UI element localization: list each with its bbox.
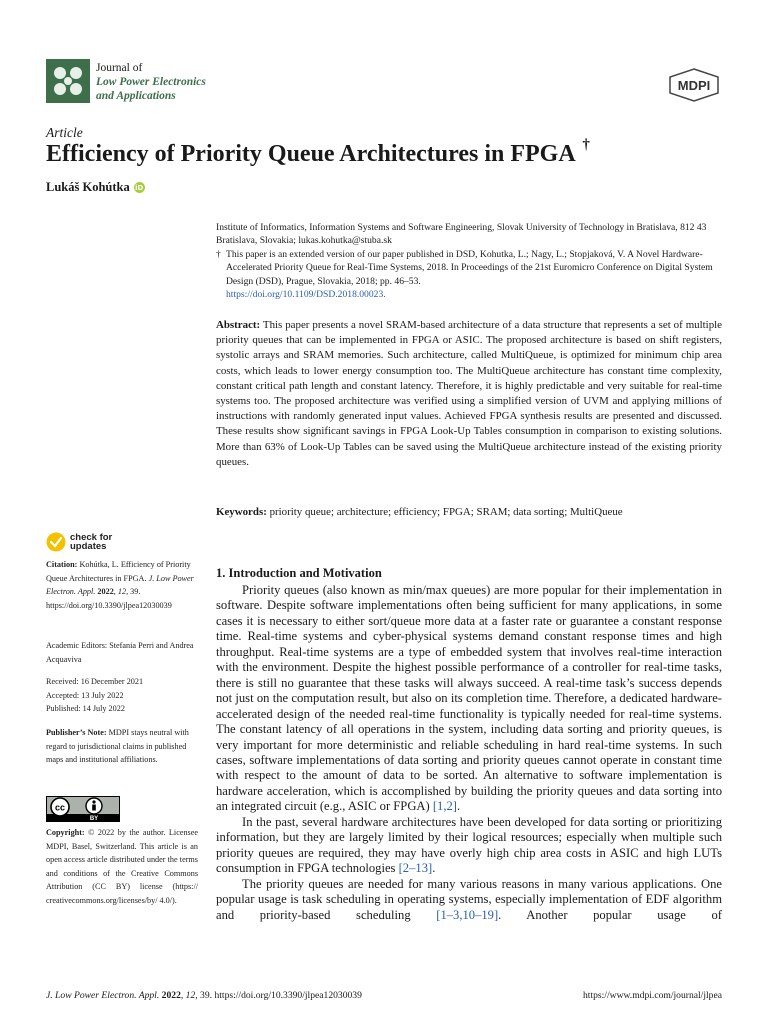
affiliation-block [216, 221, 722, 301]
published-date: Published: 14 July 2022 [46, 704, 125, 714]
keywords-text: priority queue; architecture; efficiency; FPGA; SRAM; data sorting; MultiQueue [269, 506, 623, 518]
journal-name [96, 61, 206, 103]
citation-ref-3[interactable]: [1–3,10–19] [436, 907, 499, 922]
mdpi-logo-text: MDPI [677, 78, 711, 93]
footnote-doi-link[interactable]: https://doi.org/10.1109/DSD.2018.00023. [226, 289, 386, 301]
check-for-updates-label [70, 533, 112, 552]
abstract [216, 318, 722, 470]
page-footer [46, 990, 722, 1001]
section-heading: 1. Introduction and Motivation [216, 566, 382, 580]
footnote-mark: † [216, 248, 221, 260]
copyright [46, 826, 198, 908]
author-name[interactable]: Lukáš Kohútka [46, 180, 130, 194]
paragraph-2-text: In the past, several hardware architectures have been developed for data sorting or prioritizing information, but they are largely limited by their logical resources; especially when multiple such priority queues are required, they may have overly high chip area costs in ASIC and high LUTs consumption in FPGA technologies [216, 814, 722, 876]
paragraph-2: In the past, several hardware architectures have been developed for data sorting or prioritizing information, but they are largely limited by their logical resources; especially when multiple such priority queues are required, they may have overly high chip area costs in ASIC and high LUTs consumption in FPGA technologies [2–13]. [216, 814, 722, 876]
cc-by-icon [46, 796, 120, 822]
citation-ref-2[interactable]: [2–13] [398, 861, 433, 876]
citation-doi[interactable]: , 39. https://doi.org/10.3390/jlpea12030039 [46, 587, 172, 610]
citation-volume: 12 [117, 587, 127, 597]
keywords [216, 505, 722, 520]
paragraph-3 [216, 877, 722, 923]
dates [46, 675, 198, 716]
abstract-label: Abstract: [216, 319, 261, 331]
journal-name-line3: and Applications [96, 90, 176, 102]
check-for-updates-icon [46, 532, 66, 552]
citation-ref-1[interactable]: [1,2] [432, 799, 457, 814]
title-footnote [216, 248, 722, 302]
affiliation: Institute of Informatics, Information Systems and Software Engineering, Slovak University of Technology in Bratislava, 812 43 Bratislava, Slovakia; lukas.kohutka@stuba.sk [216, 222, 707, 247]
publisher-note [46, 726, 198, 767]
title-footnote-mark[interactable]: † [582, 137, 590, 153]
abstract-text: This paper presents a novel SRAM-based architecture of a data structure that represents a set of multiple priority queues that can be implemented in FPGA or ASIC. The proposed architecture is based on shift registers, systolic arrays and SRAM memories. Such architecture, called MultiQueue, is optimized for minimum chip area costs, which leads to lower energy consumption too. The MultiQueue architecture has constant time complexity, constant critical path length and constant latency. Therefore, it is highly predictable and very suitable for real-time systems too. The proposed architecture was verified using a simplified version of UVM and applying millions of instructions with randomly generated input values. Achieved FPGA synthesis results are presented and discussed. These results show significant savings in FPGA Look-Up Tables consumption in comparison to existing solutions. More than 63% of Look-Up Tables can be saved using the MultiQueue architecture instead of the existing priority queues. [216, 319, 723, 468]
cc-by-license-badge[interactable] [46, 796, 120, 822]
copyright-text: © 2022 by the author. Licensee MDPI, Basel, Switzerland. This article is an open access article distributed under the terms and conditions of the Creative Commons Attribution (CC BY) license (https:// creativecommons.org/licenses/by/ 4.0/). [46, 828, 199, 905]
paragraph-1-text: Priority queues (also known as min/max queues) are more popular for their implementation in software. Despite software implementations often being sufficient for many applications, in some cases it is necessary to either sort/queue more data at a faster rate or guarantee a constant response time. Real-time systems and cyber-physical systems demand constant response times and high throughput. Real-time systems are a type of embedded system that involves real-time interaction with the environment. Despite the highest possible performance of a controller for real-time tasks, there is still no guarantee that these tasks will always succeed. A real-time task’s success depends not just on the computation result, but also on its completion time. Therefore, a dedicated hardware-accelerated design of the needed real-time functionality is typically needed for real-time systems. The constant latency of all operations in the system, including data sorting and priority queues, is very important for more deterministic and reliable scheduling in hard real-time systems. In such cases, software implementations of data sorting and priority queues cannot operate in constant time with respect to the amount of data to be sorted. An alternative to software implementation is hardware acceleration, which is accomplished by building the priority queues and data sorting into an integrated circuit (e.g., ASIC or FPGA) [216, 583, 722, 814]
orcid-icon[interactable]: iD [135, 183, 144, 192]
svg-text:cc: cc [54, 802, 66, 813]
footer-journal-url[interactable]: https://www.mdpi.com/journal/jlpea [582, 990, 722, 1001]
citation-label: Citation: [46, 560, 78, 569]
journal-name-line2: Low Power Electronics [96, 76, 206, 88]
received-date: Received: 16 December 2021 [46, 677, 144, 686]
footer-doi[interactable]: , 39. https://doi.org/10.3390/jlpea12030039 [195, 990, 362, 1001]
paragraph-3-text: The priority queues are needed for many various reasons in many various applications. One popular usage is task scheduling in operating systems, especially implementation of EDF algorithm and priority-based scheduling [216, 876, 722, 922]
cc-by-text: BY [89, 816, 99, 822]
body-text [216, 583, 722, 923]
footer-journal: J. Low Power Electron. Appl. [46, 990, 160, 1001]
citation: Citation: Kohútka, L. Efficiency of Priority Queue Architectures in FPGA. J. Low Power Electron. Appl. 2022, 12, 39. https://doi.org/10.3390/jlpea12030039 [46, 560, 194, 610]
keywords-label: Keywords: [216, 506, 267, 518]
paragraph-1: Priority queues (also known as min/max queues) are more popular for their implementation in software. Despite software implementations often being sufficient for many applications, in some cases it is necessary to either sort/queue more data at a faster rate or guarantee a constant response time. Real-time systems and cyber-physical systems demand constant response times and high throughput. Real-time systems are a type of embedded system that involves real-time interaction with the environment. Despite the highest possible performance of a controller for real-time tasks, there is still no guarantee that these tasks will always succeed. A real-time task’s success depends not just on the computation result, but also on its completion time. Therefore, a dedicated hardware-accelerated design of the needed real-time functionality is typically needed for real-time systems. The constant latency of all operations in the system, including data sorting and priority queues, is very important for more deterministic and reliable scheduling in hard real-time systems. In such cases, software implementations of data sorting and priority queues cannot operate in constant time with respect to the amount of data to be sorted. An alternative to software implementation is hardware acceleration, which is accomplished by building the priority queues and data sorting into an integrated circuit (e.g., ASIC or FPGA) [1,2]. [216, 583, 722, 814]
journal-logo [46, 59, 90, 103]
author [46, 180, 145, 195]
footnote-text: This paper is an extended version of our paper published in DSD, Kohutka, L.; Nagy, L.; Stopjaková, V. A Novel Hardware-Accelerated Priority Queue for Real-Time Systems, 2018. In Proceedings of the 21st Euromicro Conference on Digital System Design (DSD), Prague, Slovakia, 2018; pp. 46–53. [226, 248, 713, 287]
paper-title [46, 137, 590, 168]
footer-volume: 12 [185, 990, 196, 1001]
journal-name-line1: Journal of [96, 62, 143, 74]
check-for-updates-button[interactable] [46, 532, 112, 552]
footer-citation: J. Low Power Electron. Appl. 2022, 12, 39. https://doi.org/10.3390/jlpea12030039 [46, 990, 362, 1001]
paragraph-3-end: . Another popular usage of [498, 907, 722, 922]
mdpi-logo-icon [666, 68, 722, 102]
paper-title-text: Efficiency of Priority Queue Architectures in FPGA [46, 141, 575, 167]
check-for-updates-line1: check for [70, 531, 113, 543]
article-type: Article [46, 125, 83, 140]
footer-year: 2022 [161, 990, 181, 1001]
publisher-note-text: MDPI stays neutral with regard to jurisdictional claims in published maps and institutional affiliations. [46, 728, 189, 765]
check-for-updates-line2: updates [70, 541, 107, 552]
copyright-label: Copyright: [46, 828, 85, 837]
accepted-date: Accepted: 13 July 2022 [46, 690, 124, 700]
mdpi-logo [666, 68, 722, 102]
citation-journal: J. Low Power Electron. Appl. [46, 573, 194, 597]
academic-editors: Academic Editors: Stefania Perri and Andrea Acquaviva [46, 641, 194, 664]
citation-text: Kohútka, L. Efficiency of Priority Queue Architectures in FPGA. [46, 560, 191, 583]
journal-logo-icon [46, 59, 90, 103]
publisher-note-label: Publisher’s Note: [46, 728, 107, 737]
citation-year: 2022 [97, 587, 114, 597]
